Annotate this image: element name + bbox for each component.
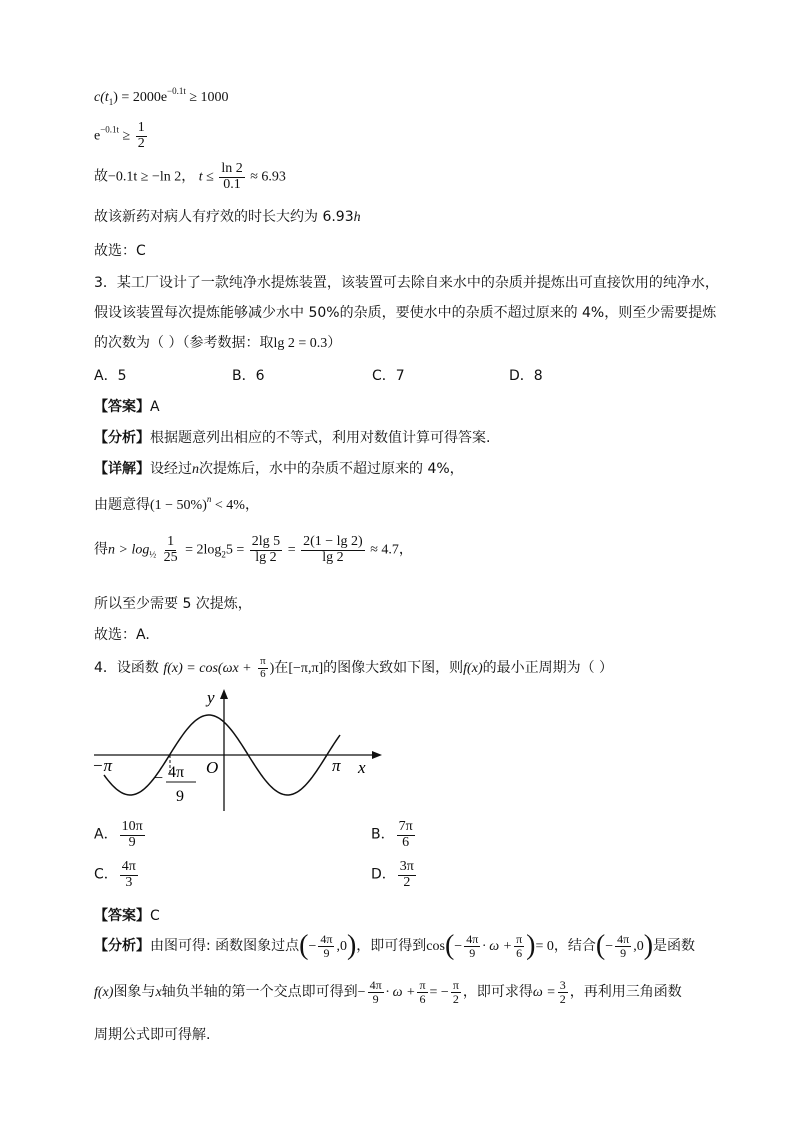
numerator: 10π [121,819,143,834]
text: ω = [532,985,556,1001]
text: 根据题意列出相应的不等式，利用对数值计算可得答案. [150,430,491,446]
text: f(x) [463,661,483,677]
text: C [150,908,160,924]
q3-option-a: A．5 [94,368,127,384]
denominator: 2 [403,874,411,890]
text: x [155,985,162,1001]
paren: ) [346,930,357,961]
q3-detail-5: 故选：A. [94,627,150,643]
denominator: 2 [137,135,145,151]
text: = − [429,985,449,1001]
numerator: 7π [398,819,413,834]
analysis-tag: 【分析】 [94,430,150,446]
q3-analysis [94,427,490,447]
numerator: 3 [559,978,566,992]
text: 的次数为（ ）（参考数据：取 [94,335,274,351]
numerator: π [260,655,266,667]
text: 得 [94,541,108,558]
q3-option-c: C．7 [372,368,405,384]
text: 的最小正周期为（ ） [482,660,614,677]
text: 设经过 [150,461,192,477]
text: = 2log [185,542,222,558]
numerator: 4π [121,859,136,874]
pi-label: π [332,756,341,775]
paren: ( [299,930,309,961]
marker-denominator: 9 [176,788,184,805]
fraction [301,535,365,565]
answer-tag: 【答案】 [94,399,150,415]
denominator: 0.1 [223,176,241,192]
q3-detail-4: 所以至少需要 5 次提炼， [94,596,252,612]
q3-detail-3 [94,535,413,565]
text: f(x) [94,985,114,1001]
denominator: 9 [323,945,330,960]
text: C． [94,866,118,883]
solution-line-2 [94,121,149,151]
denominator: 6 [402,834,410,850]
fraction [397,820,415,850]
solution-line-4 [94,206,361,226]
fraction [120,820,145,850]
text: 由题意得 [94,497,150,513]
numerator: π [452,978,459,992]
cosine-graph [90,685,390,815]
text: n [206,494,212,504]
fraction [258,656,268,680]
text: = 0 [535,939,554,954]
marker-minus: − [154,770,164,787]
origin-label: O [206,758,219,777]
paren: ) [526,930,536,961]
text: ≈ 4.7， [370,542,413,558]
numerator: 4π [617,931,630,946]
text: lg 2 = 0.3 [273,336,328,351]
denominator: 9 [620,945,627,960]
numerator: π [419,978,426,992]
text: A [150,399,160,415]
denominator: 2 [452,991,459,1006]
text: · ω + [482,939,513,954]
text: −0.1t [167,86,186,96]
q3-stem-line-1: 3．某工厂设计了一款纯净水提炼装置，该装置可去除自来水中的杂质并提炼出可直接饮用的纯净水， [94,275,719,291]
q4-analysis-2: f(x)图象与x轴负半轴的第一个交点即可得到− $\frac{4\pi}{9}$ · ω + $\frac{\pi}{6}$ = − $\frac{\pi}{2}$ ，即可求得ω = $\frac{3}{2}$ ，再利用三角函数 [94,978,682,1006]
text: 由图可得: 函数图象过点 [150,938,300,954]
solution-line-5: 故选：C [94,243,146,259]
detail-tag: 【详解】 [94,461,150,477]
denominator: 3 [125,874,133,890]
q3-detail-1 [94,458,464,478]
fraction [162,535,180,565]
fraction [417,979,427,1005]
text: c(t [94,90,109,105]
q3-option-b: B．6 [232,368,265,384]
marker-numerator: 4π [168,764,185,781]
numerator: 1 [137,120,145,135]
denominator: 9 [372,991,379,1006]
text: ≥ 1000 [185,90,229,105]
text: n [192,462,199,477]
q4-analysis-1: 【分析】由图可得: 函数图象过点(− $\frac{4\pi}{9}$ ,0)，即可得到cos(− $\frac{4\pi}{9}$ · ω + $\frac{\pi}{6}$ )= 0，结合(− $\frac{4\pi}{9}$ ,0)是函数 [94,930,696,961]
numerator: 3π [399,859,414,874]
text: (1 − 50%) [150,498,207,513]
numerator: 4π [466,931,479,946]
solution-line-1 [94,86,229,107]
text: 次提炼后，水中的杂质不超过原来的 4%， [199,461,464,477]
numerator: 4π [320,931,333,946]
q3-stem-line-3 [94,332,341,352]
fraction [558,979,568,1005]
fraction [398,860,416,890]
answer-tag: 【答案】 [94,908,150,924]
text: ，结合 [553,938,596,954]
denominator: 2 [559,991,566,1006]
q4-option-a [94,820,147,850]
numerator: 2(1 − lg 2) [303,534,363,549]
neg-pi-label: −π [92,756,112,775]
analysis-tag: 【分析】 [94,938,150,954]
denominator: 6 [419,991,426,1006]
fraction [368,979,384,1005]
q4-answer [94,905,160,925]
text: t ≤ [198,169,214,185]
q4-stem [94,656,613,680]
text: · ω + [385,985,416,1001]
text: ，再利用三角函数 [569,984,682,1001]
denominator: 25 [163,549,178,565]
q4-option-d [371,860,418,890]
denominator: 9 [128,834,136,850]
fraction [514,933,524,959]
text: 5 = [225,542,245,558]
fraction [464,933,480,959]
text: f(x) = cos(ωx + [163,661,252,677]
text: ≥ [122,128,131,144]
text: n > log [108,542,150,558]
text: 故该新药对病人有疗效的时长大约为 6.93 [94,209,354,225]
text: 是函数 [653,938,696,954]
fraction [318,933,334,959]
text: −0.1t ≥ −ln 2 [108,169,182,185]
x-axis-label: x [358,758,366,777]
text: cos [426,939,445,954]
q3-option-d: D．8 [509,368,543,384]
numerator: 1 [167,534,175,549]
text: ½ [149,549,157,560]
text: ， [181,168,196,185]
text: e [94,128,101,144]
text: )在 [269,661,289,677]
text: 的图像大致如下图，则 [323,660,464,677]
numerator: ln 2 [221,161,243,176]
fraction [451,979,461,1005]
text: 故 [94,168,108,185]
text: 4．设函数 [94,660,159,677]
denominator: 6 [516,945,523,960]
text: A． [94,826,118,843]
text: 1 [108,97,114,107]
text: ，即可得到 [356,938,427,954]
text: = [287,542,296,558]
fraction [219,162,244,192]
denominator: lg 2 [322,549,344,565]
x-axis-arrow [372,751,382,759]
q4-option-c [94,860,140,890]
paren: ) [643,930,654,961]
q4-analysis-3: 周期公式即可得解. [94,1027,211,1043]
text: 轴负半轴的第一个交点即可得到 [161,984,358,1001]
text: 图象与 [113,984,156,1001]
text: 2 [221,549,226,560]
y-axis-arrow [220,689,228,699]
text: < 4%， [211,498,259,513]
text: ，即可求得 [462,984,533,1001]
paren: ( [595,930,606,961]
solution-line-3 [94,162,286,192]
q3-stem-line-2: 假设该装置每次提炼能够减少水中 50%的杂质，要使水中的杂质不超过原来的 4%，则至少需要提炼 [94,305,717,321]
text: ) = 2000e [113,90,168,105]
q3-answer [94,396,160,416]
numerator: 4π [369,978,382,992]
fraction [136,121,147,151]
fraction [120,860,138,890]
fraction [615,933,631,959]
q4-option-b [371,820,417,850]
q3-detail-2 [94,494,259,514]
y-axis-label: y [207,688,215,707]
denominator: lg 2 [255,549,277,565]
text: D． [371,866,396,883]
text: ） [327,335,342,351]
fraction [250,535,282,565]
text: [−π,π] [288,661,324,677]
text: ≈ 6.93 [250,169,286,185]
denominator: 6 [260,667,266,680]
text: h [353,210,361,225]
text: B． [371,826,395,843]
text: −0.1t [100,124,120,135]
denominator: 9 [469,945,476,960]
numerator: π [516,931,523,946]
paren: ( [444,930,455,961]
numerator: 2lg 5 [251,534,281,549]
